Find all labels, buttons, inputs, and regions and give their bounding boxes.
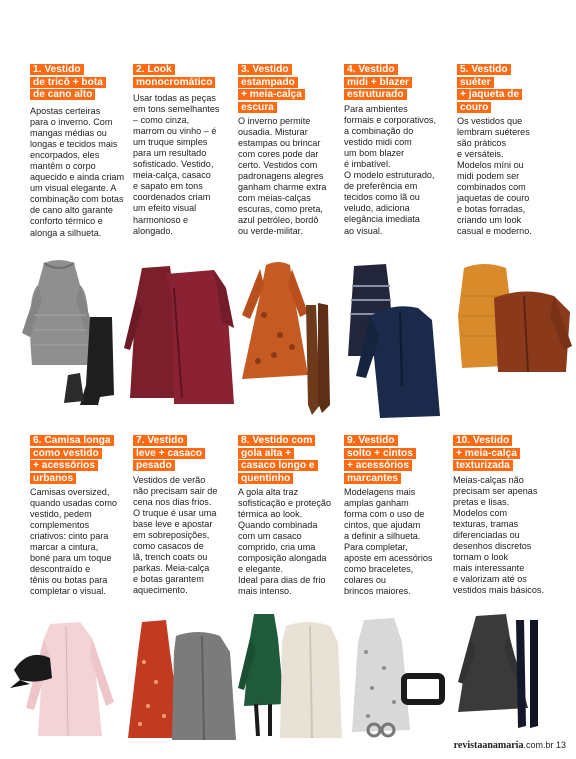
tip-10-text: Meias-calças não precisam ser apenas pretas e lisas. Modelos com texturas, tramas diferenciadas ou desenhos discretos tornam o look mais interessante e valorizam até os vestidos mais básicos.: [453, 475, 544, 596]
printed-dress-tights-image: [234, 255, 344, 420]
tip-8-title: 8. Vestido com gola alta + casaco longo e quentinho: [238, 435, 318, 485]
dress-textured-tights-image: [452, 608, 564, 732]
tip-6-text: Camisas oversized, quando usadas como vestido, pedem complementos criativos: cinto para marcar a cintura, boné para um toque descontraído e tênis ou botas para completar o visual.: [30, 487, 117, 597]
tip-2-text: Usar todas as peças em tons semelhantes – como cinza, marrom ou vinho – é um truque simples para um resultado sofisticado. Vestido, meia-calça, casaco e sapato em tons coordenados criam um efeito visual harmonioso e alongado.: [133, 93, 220, 236]
tip-1-title: 1. Vestido de tricô + bota de cano alto: [30, 64, 106, 102]
tip-5-title: 5. Vestido suéter + jaqueta de couro: [457, 64, 522, 114]
page-footer: [454, 740, 566, 751]
light-dress-heavy-coat-image: [122, 612, 242, 744]
tip-4-title: 4. Vestido midi + blazer estruturado: [344, 64, 412, 102]
loose-dress-belts-image: [344, 612, 450, 742]
monochrome-look-image: [122, 258, 240, 408]
tip-3-title: 3. Vestido estampado + meia-calça escura: [238, 64, 305, 114]
tip-10-title: 10. Vestido + meia-calça texturizada: [453, 435, 520, 473]
tip-7-text: Vestidos de verão não precisam sair de cena nos dias frios. O truque é usar uma base leve e apostar em sobreposições, como casacos de lã, trench coats ou parkas. Meia-calça e botas garantem aquecimento.: [133, 475, 218, 596]
sweater-dress-leather-jacket-image: [454, 256, 574, 376]
tip-1-text: Apostas certeiras para o inverno. Com mangas médias ou longas e tecidos mais encorpados, eles mantêm o corpo aquecido e ainda criam um visual elegante. A combinação com botas de cano alto garante conforto térmico e alonga a silhueta.: [30, 106, 125, 238]
tip-9-title: 9. Vestido solto + cintos + acessórios marcantes: [344, 435, 416, 485]
tip-8-text: A gola alta traz sofisticação e proteção térmica ao look. Quando combinada com um casaco comprido, cria uma composição alongada e elegante. Ideal para dias de frio mais intenso.: [238, 487, 332, 597]
midi-dress-blazer-image: [340, 256, 452, 424]
tip-2-title: 2. Look monocromático: [133, 64, 215, 89]
tip-9-text: Modelagens mais amplas ganham forma com o uso de cintos, que ajudam a definir a silhueta. Para completar, aposte em acessórios como braceletes, colares ou brincos maiores.: [344, 487, 433, 597]
tip-5-text: Os vestidos que lembram suéteres são práticos e versáteis. Modelos míni ou midi podem ser combinados com jaquetas de couro e botas forradas, criando um look casual e moderno.: [457, 116, 532, 237]
turtleneck-dress-long-coat-image: [234, 608, 346, 742]
knit-dress-boots-image: [14, 255, 126, 407]
tip-6-title: 6. Camisa longa como vestido + acessórios urbanos: [30, 435, 114, 485]
long-shirt-cap-image: [10, 618, 128, 740]
tip-7-title: 7. Vestido leve + casaco pesado: [133, 435, 205, 473]
tip-4-text: Para ambientes formais e corporativos, a combinação do vestido midi com um bom blazer é imbatível. O modelo estruturado, de preferência em tecidos como lã ou veludo, adiciona elegância imediata ao visual.: [344, 104, 436, 236]
footer-page-number: .com.br 13: [523, 740, 566, 750]
footer-brand: revistaanamaria: [453, 740, 524, 751]
tip-3-text: O inverno permite ousadia. Misturar estampas ou brincar com cores pode dar certo. Vestidos com padronagens alegres ganham charme extra com meias-calças escuras, como preta, azul petróleo, bordô ou verde-militar.: [238, 116, 327, 237]
